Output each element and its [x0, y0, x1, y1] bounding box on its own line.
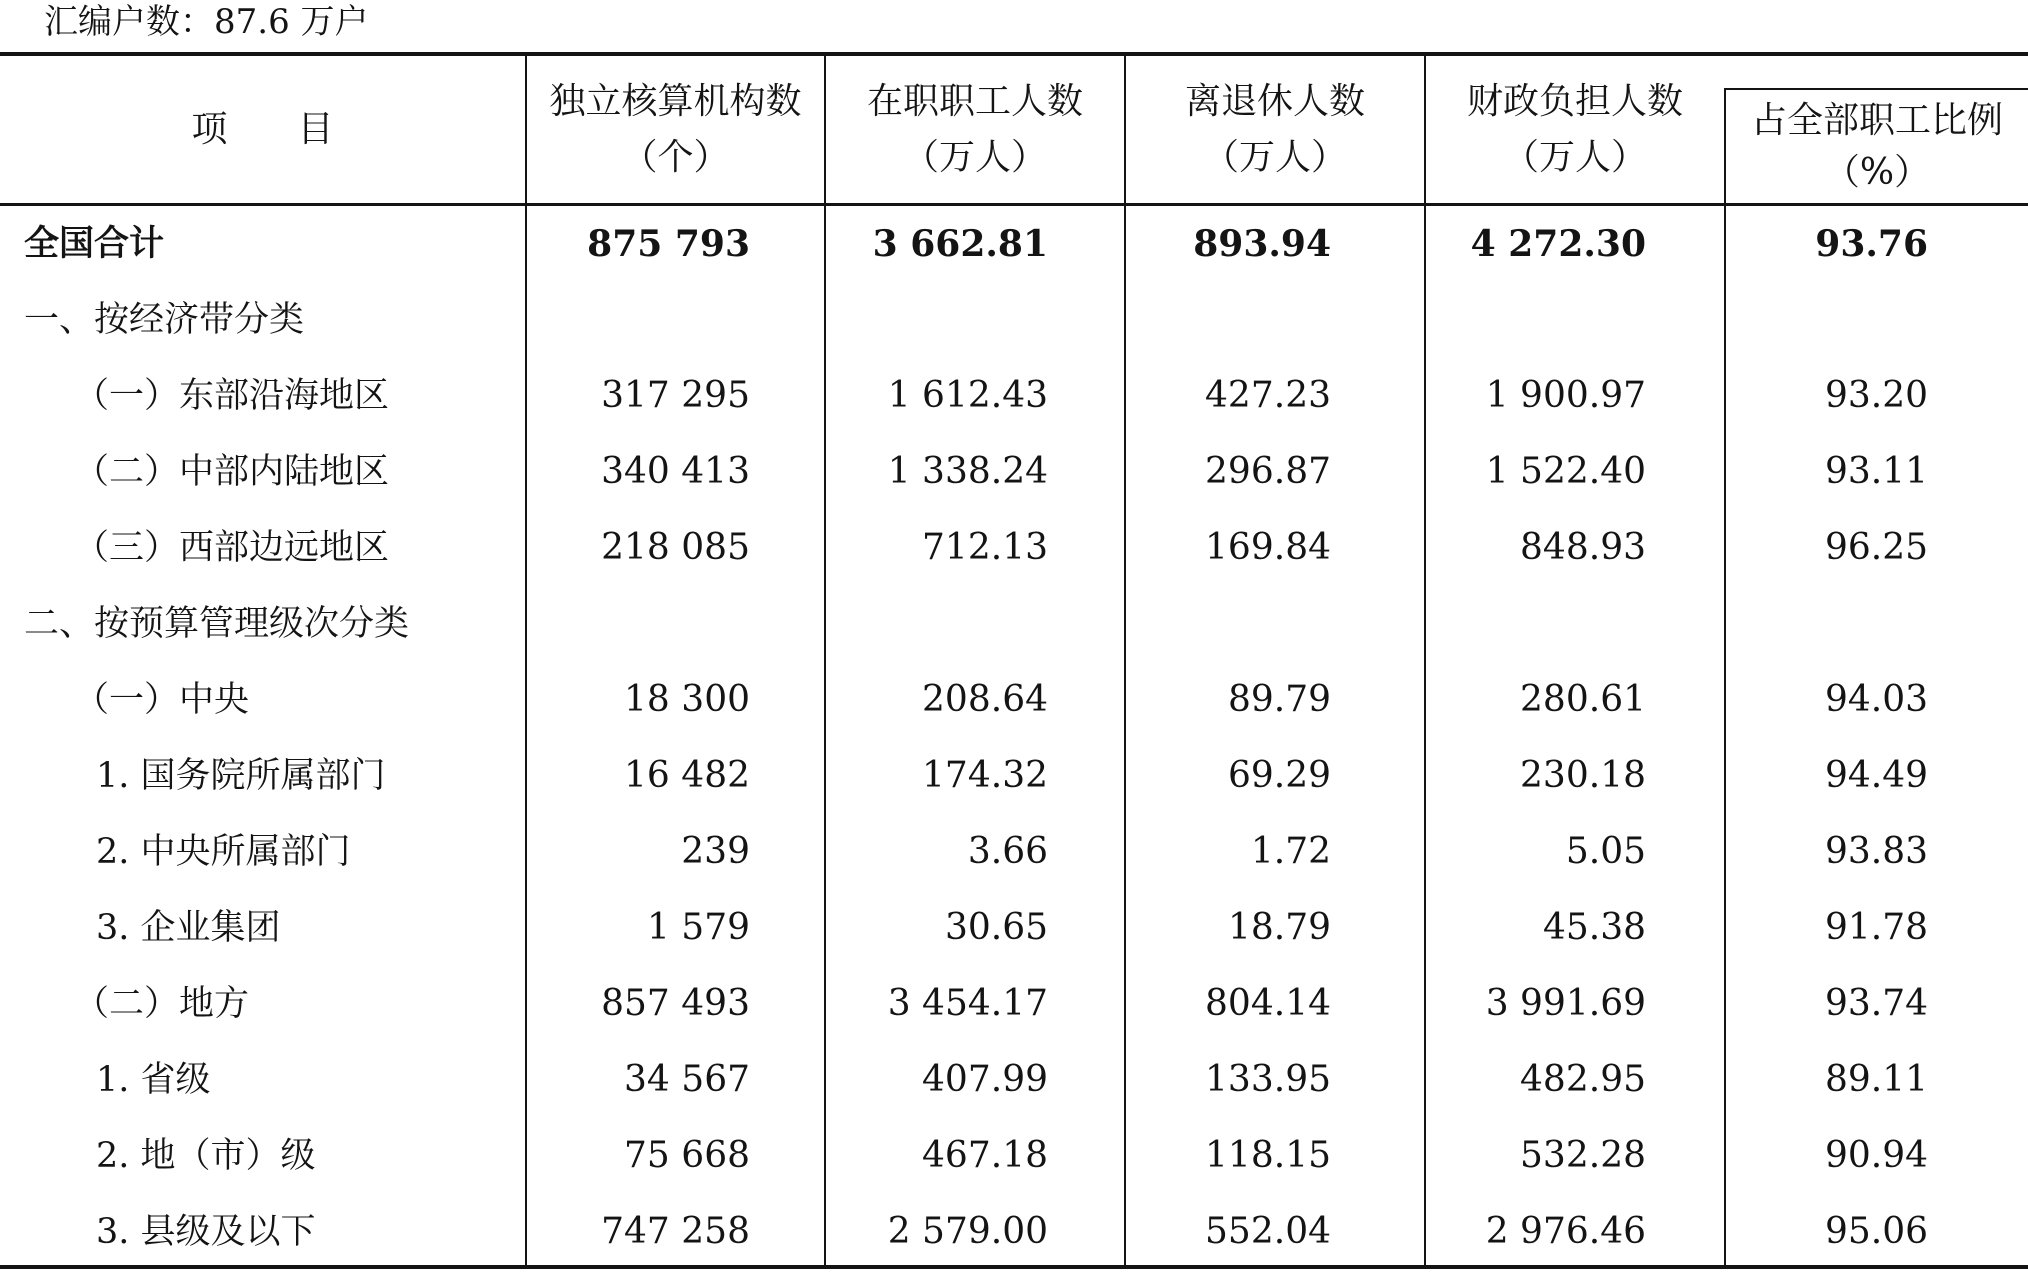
row-label: （三）西部边远地区 — [74, 528, 390, 568]
table-row-section — [0, 282, 2028, 358]
cell-fiscal-burden: 280.61 — [1520, 679, 1646, 720]
header-title: 离退休人数 — [1184, 80, 1365, 122]
cell-fiscal-burden: 1 900.97 — [1485, 375, 1646, 416]
header-retirees — [1126, 56, 1424, 203]
header-title: 在职职工人数 — [866, 80, 1083, 122]
table-row — [0, 434, 2028, 510]
cell-percentage: 94.49 — [1824, 755, 1928, 796]
cell-staff: 30.65 — [944, 907, 1048, 948]
header-title: 占全部职工比例 — [1750, 99, 2003, 141]
cell-staff: 2 579.00 — [887, 1211, 1048, 1252]
cell-staff: 174.32 — [922, 755, 1048, 796]
table-row — [0, 662, 2028, 738]
cell-percentage: 93.20 — [1824, 375, 1928, 416]
cell-retirees: 552.04 — [1205, 1211, 1331, 1252]
cell-retirees: 89.79 — [1227, 679, 1331, 720]
cell-fiscal-burden: 4 272.30 — [1470, 223, 1646, 265]
cell-retirees: 296.87 — [1205, 451, 1331, 492]
cell-percentage: 93.11 — [1824, 451, 1928, 492]
cell-staff: 3 662.81 — [872, 223, 1048, 265]
cell-institutions: 747 258 — [601, 1211, 750, 1252]
row-label: 1. 省级 — [96, 1060, 211, 1100]
cell-staff: 208.64 — [922, 679, 1048, 720]
cell-fiscal-burden: 1 522.40 — [1485, 451, 1646, 492]
cell-institutions: 218 085 — [601, 527, 750, 568]
header-item-part: 项 — [191, 108, 228, 150]
row-label: （一）中央 — [74, 680, 250, 720]
cell-institutions: 875 793 — [587, 223, 750, 265]
row-label: 2. 地（市）级 — [96, 1136, 316, 1176]
header-title: 独立核算机构数 — [549, 80, 802, 122]
header-unit: （%） — [1823, 151, 1931, 193]
cell-percentage: 91.78 — [1824, 907, 1928, 948]
header-item — [0, 56, 525, 203]
cell-fiscal-burden: 5.05 — [1565, 831, 1646, 872]
table-row — [0, 1042, 2028, 1118]
cell-institutions: 239 — [681, 831, 750, 872]
cell-retirees: 118.15 — [1205, 1135, 1331, 1176]
table-row — [0, 738, 2028, 814]
table-row — [0, 890, 2028, 966]
row-label: （二）地方 — [74, 984, 250, 1024]
row-label: 二、按预算管理级次分类 — [24, 604, 410, 644]
cell-retirees: 169.84 — [1205, 527, 1331, 568]
cell-fiscal-burden: 45.38 — [1542, 907, 1646, 948]
cell-percentage: 94.03 — [1824, 679, 1928, 720]
cell-fiscal-burden: 532.28 — [1520, 1135, 1646, 1176]
cell-institutions: 340 413 — [601, 451, 750, 492]
cell-staff: 467.18 — [922, 1135, 1048, 1176]
header-title: 财政负担人数 — [1466, 80, 1683, 122]
cell-institutions: 16 482 — [624, 755, 750, 796]
cell-fiscal-burden: 2 976.46 — [1485, 1211, 1646, 1252]
header-unit: （万人） — [902, 136, 1047, 178]
cell-institutions: 75 668 — [624, 1135, 750, 1176]
table-row-section — [0, 586, 2028, 662]
cell-institutions: 18 300 — [624, 679, 750, 720]
cell-staff: 712.13 — [922, 527, 1048, 568]
cell-retirees: 1.72 — [1250, 831, 1331, 872]
cell-staff: 1 338.24 — [887, 451, 1048, 492]
header-unit: （万人） — [1502, 136, 1647, 178]
cell-retirees: 427.23 — [1205, 375, 1331, 416]
cell-staff: 3.66 — [967, 831, 1048, 872]
header-unit: （个） — [621, 136, 730, 178]
cell-fiscal-burden: 848.93 — [1520, 527, 1646, 568]
cell-percentage: 90.94 — [1824, 1135, 1928, 1176]
row-label: 2. 中央所属部门 — [96, 832, 351, 872]
header-unit: （万人） — [1202, 136, 1347, 178]
row-label: （一）东部沿海地区 — [74, 376, 390, 416]
cell-percentage: 96.25 — [1824, 527, 1928, 568]
cell-percentage: 95.06 — [1824, 1211, 1928, 1252]
cell-institutions: 317 295 — [601, 375, 750, 416]
row-label: 一、按经济带分类 — [24, 300, 305, 340]
header-staff — [826, 56, 1124, 203]
row-label: （二）中部内陆地区 — [74, 452, 390, 492]
row-label: 3. 企业集团 — [96, 908, 281, 948]
table-row — [0, 966, 2028, 1042]
row-label: 全国合计 — [24, 223, 165, 264]
table-row — [0, 1118, 2028, 1194]
table-row — [0, 1194, 2028, 1270]
cell-staff: 407.99 — [922, 1059, 1048, 1100]
header-institutions — [527, 56, 824, 203]
cell-percentage: 93.83 — [1824, 831, 1928, 872]
cell-institutions: 857 493 — [601, 983, 750, 1024]
cell-retirees: 893.94 — [1193, 223, 1331, 265]
table-row — [0, 358, 2028, 434]
row-label: 3. 县级及以下 — [96, 1212, 316, 1252]
cell-institutions: 1 579 — [646, 907, 750, 948]
cell-fiscal-burden: 482.95 — [1520, 1059, 1646, 1100]
row-label: 1. 国务院所属部门 — [96, 756, 386, 796]
cell-percentage: 93.74 — [1824, 983, 1928, 1024]
header-item-part: 目 — [297, 108, 334, 150]
cell-staff: 1 612.43 — [887, 375, 1048, 416]
header-fiscal-burden — [1426, 56, 1724, 203]
cell-retirees: 804.14 — [1205, 983, 1331, 1024]
table-row — [0, 814, 2028, 890]
table-row — [0, 510, 2028, 586]
header-percentage — [1726, 90, 2028, 203]
cell-fiscal-burden: 3 991.69 — [1485, 983, 1646, 1024]
cell-institutions: 34 567 — [624, 1059, 750, 1100]
table-caption: 汇编户数：87.6 万户 — [44, 2, 369, 42]
cell-retirees: 133.95 — [1205, 1059, 1331, 1100]
cell-percentage: 89.11 — [1824, 1059, 1928, 1100]
cell-fiscal-burden: 230.18 — [1520, 755, 1646, 796]
table-row-total — [0, 206, 2028, 282]
cell-percentage: 93.76 — [1815, 223, 1928, 265]
cell-retirees: 18.79 — [1227, 907, 1331, 948]
cell-staff: 3 454.17 — [887, 983, 1048, 1024]
cell-retirees: 69.29 — [1227, 755, 1331, 796]
